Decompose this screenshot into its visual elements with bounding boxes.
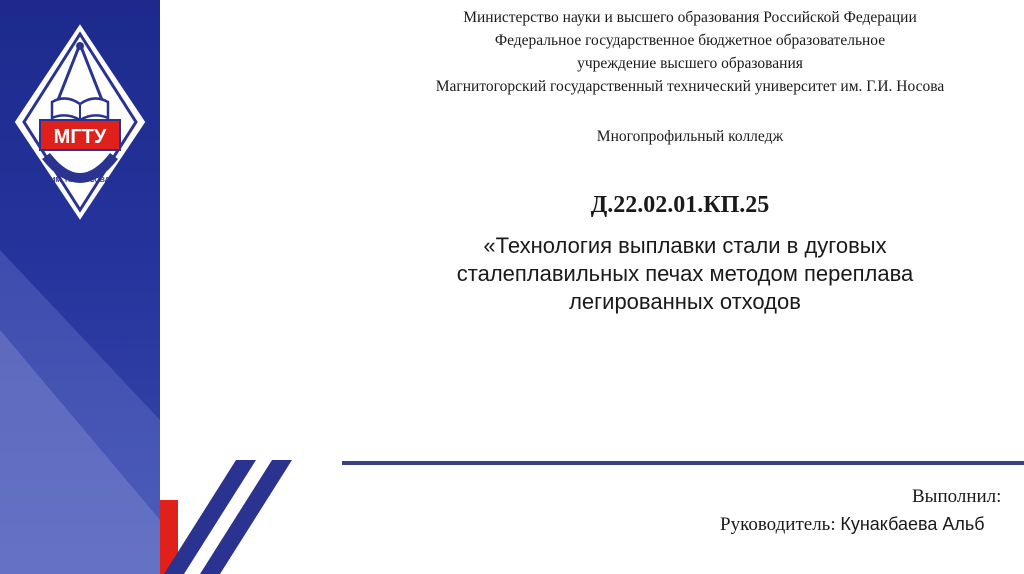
sidebar-panel (0, 0, 160, 574)
project-title (345, 232, 1024, 316)
supervisor-line (720, 514, 985, 536)
mgtu-logo (12, 22, 148, 222)
supervisor-label: Руководитель: (720, 514, 841, 535)
performer-label: Выполнил: (912, 486, 1002, 507)
header-line-4: Магнитогорский государственный технический университет им. Г.И. Носова (435, 78, 945, 95)
college-name: Многопрофильный колледж (596, 128, 784, 145)
ministry-header (355, 6, 1024, 98)
project-code: Д.22.02.01.КП.25 (590, 192, 770, 218)
header-line-3: учреждение высшего образования (577, 55, 803, 72)
title-line-2: сталеплавильных печах методом переплава (456, 261, 914, 286)
logo-ring-text: ИМ. Г.И. НОСОВА (50, 177, 110, 184)
title-line-3: легированных отходов (569, 289, 801, 314)
header-line-2: Федеральное государственное бюджетное образовательное (494, 32, 886, 49)
logo-text: МГТУ (53, 126, 107, 148)
title-line-1: «Технология выплавки стали в дуговых (483, 233, 887, 258)
divider-line (342, 461, 1024, 465)
supervisor-name: Кунакбаева Альб (840, 514, 985, 534)
decorative-stripes (160, 460, 360, 574)
header-line-1: Министерство науки и высшего образования Российской Федерации (463, 9, 917, 26)
